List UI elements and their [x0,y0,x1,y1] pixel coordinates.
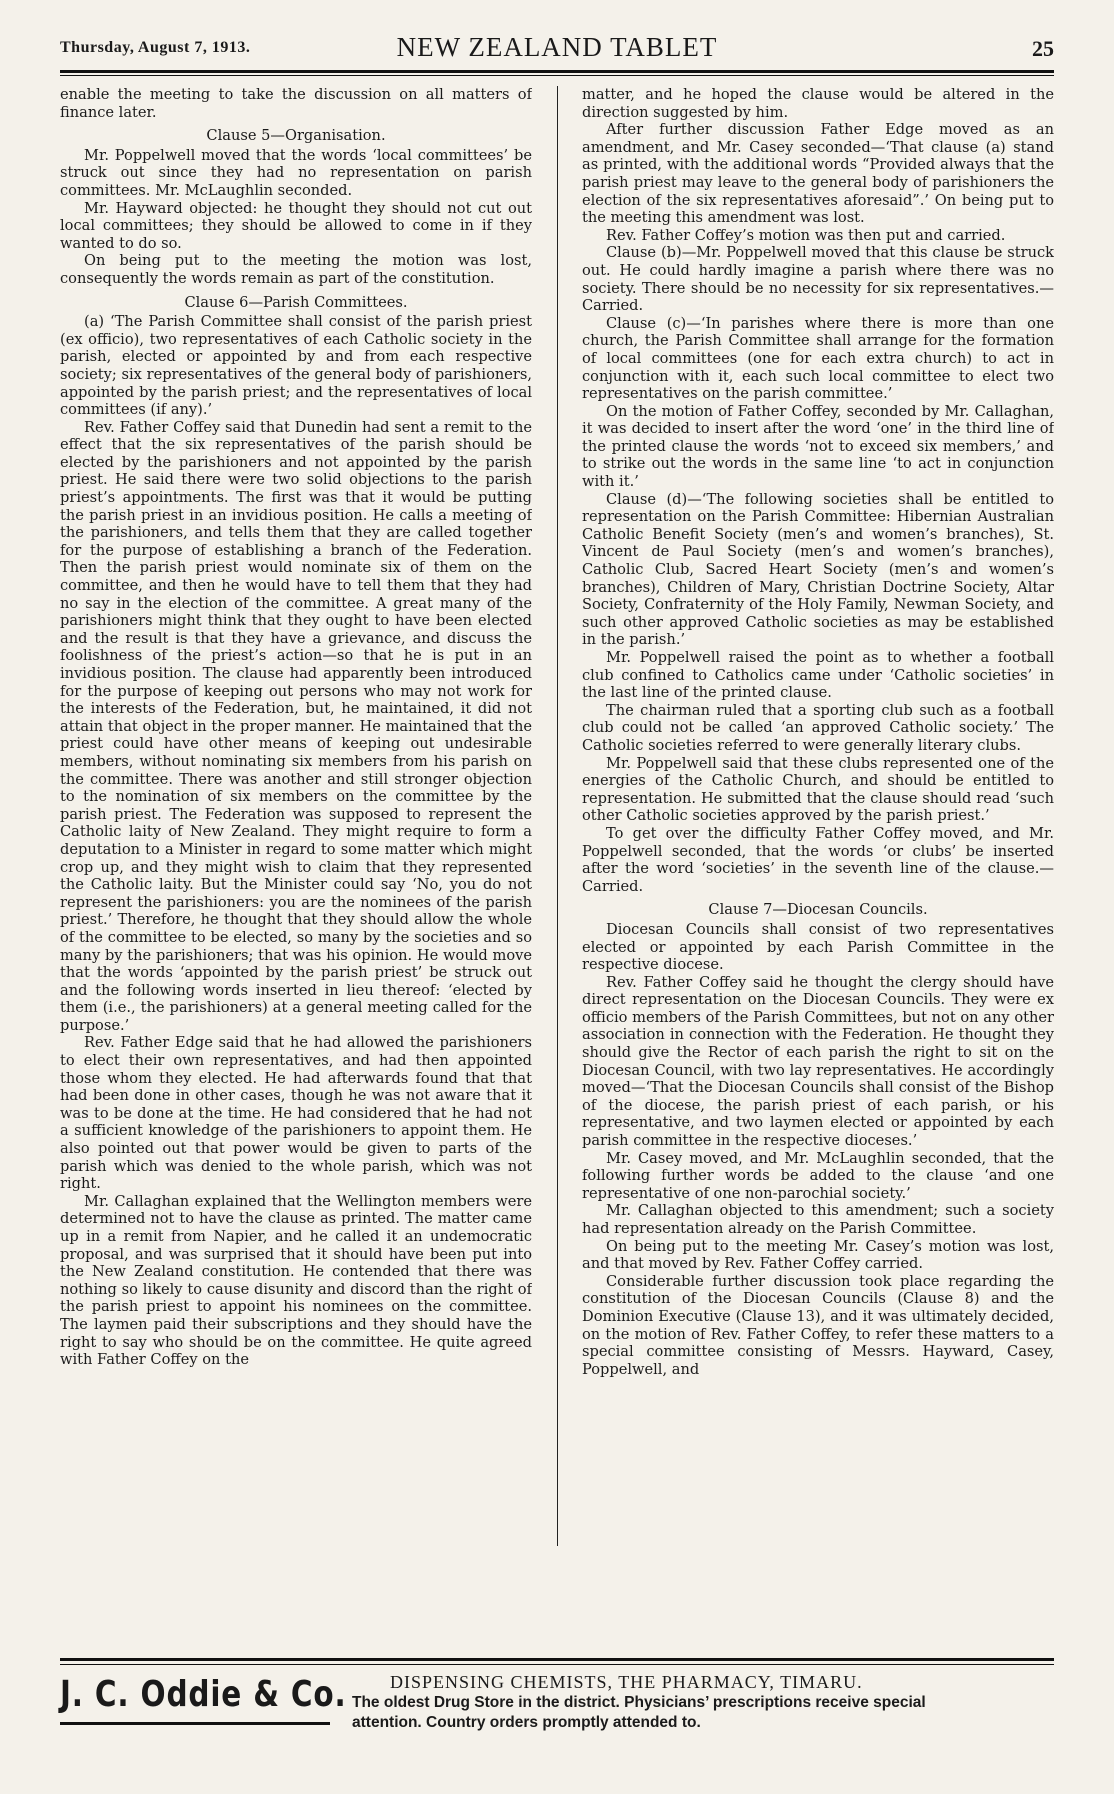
paragraph: Mr. Poppelwell moved that the words ‘local committees’ be struck out since they had no representation on parish committees. Mr. McLaughlin seconded. [60,146,532,199]
paragraph: Clause (b)—Mr. Poppelwell moved that this clause be struck out. He could hardly imagine a parish where there was no society. There should be no necessity for six representatives.—Carried. [582,244,1054,315]
left-column [60,86,532,1546]
paragraph: Mr. Callaghan objected to this amendment; such a society had representation already on the Parish Committee. [582,1202,1054,1237]
paragraph: Considerable further discussion took place regarding the constitution of the Diocesan Councils (Clause 8) and the Dominion Executive (Clause 13), and it was ultimately decided, on the motion of Rev. Father Coffey, to refer these matters to a special committee consisting of Messrs. Hayward, Casey, Poppelwell, and [582,1272,1054,1378]
paragraph: matter, and he hoped the clause would be altered in the direction suggested by him. [582,86,1054,121]
paragraph: (a) ‘The Parish Committee shall consist of the parish priest (ex officio), two representatives of each Catholic society in the parish, elected or appointed by and from each respective society; six representatives of the general body of parishioners, appointed by the parish priest; and the representatives of local committees (if any).’ [60,313,532,419]
advertisement-rule-thin [60,1664,1054,1665]
article-columns [60,86,1054,1546]
column-divider [557,86,558,1546]
paragraph: After further discussion Father Edge moved as an amendment, and Mr. Casey seconded—‘That clause (a) stand as printed, with the additional words “Provided always that the parish priest may leave to the general body of parishioners the election of the six representatives aforesaid”.’ On being put to the meeting this amendment was lost. [582,121,1054,227]
paragraph: Mr. Poppelwell raised the point as to whether a football club confined to Catholics came under ‘Catholic societies’ in the last line of the printed clause. [582,649,1054,702]
paragraph: Clause (c)—‘In parishes where there is more than one church, the Parish Committee shall arrange for the formation of local committees (one for each extra church) to act in conjunction with it, each such local committee to elect two representatives on the parish committee.’ [582,314,1054,403]
paragraph: Mr. Hayward objected: he thought they should not cut out local committees; they should be allowed to come in if they wanted to do so. [60,199,532,252]
paragraph: Rev. Father Edge said that he had allowed the parishioners to elect their own representatives, and had then appointed those whom they elected. He had afterwards found that that had been done in other cases, though he was not aware that it was to be done at the time. He had considered that he had not a sufficient knowledge of the parishioners to appoint them. He also pointed out that power would be given to parts of the parish which was denied to the whole parish, which was not right. [60,1034,532,1193]
paragraph: To get over the difficulty Father Coffey moved, and Mr. Poppelwell seconded, that the words ‘or clubs’ be inserted after the word ‘societies’ in the seventh line of the clause.—Carried. [582,824,1054,895]
advertiser-name: J. C. Oddie & Co. [60,1674,347,1715]
paragraph: Rev. Father Coffey said that Dunedin had sent a remit to the effect that the six representatives of the parish should be elected by the parishioners and not appointed by the parish priest. He said there were two solid objections to the parish priest’s appointments. The first was that it would be putting the parish priest in an invidious position. He calls a meeting of the parishioners, and tells them that they are called together for the purpose of establishing a branch of the Federation. Then the parish priest would nominate six of them on the committee, and then he would have to tell them that they had no say in the election of the committee. A great many of the parishioners might think that they ought to have been elected and the result is that they have a grievance, and discuss the foolishness of the priest’s action—so that he is put in an invidious position. The clause had apparently been introduced for the purpose of keeping out persons who may not work for the interests of the Federation, but, he maintained, it did not attain that object in the proper manner. He maintained that the priest could have other means of keeping out undesirable members, without nominating six members from his parish on the committee. There was another and still stronger objection to the nomination of six members on the committee by the parish priest. The Federation was supposed to represent the Catholic laity of New Zealand. They might require to form a deputation to a Minister in regard to some matter which might crop up, and they might wish to claim that they represented the Catholic laity. But the Minister could say ‘No, you do not represent the parishioners: you are the nominees of the parish priest.’ Therefore, he thought that they should allow the whole of the committee to be elected, so many by the societies and so many by the parishioners; that was his opinion. He would move that the words ‘appointed by the parish priest’ be struck out and the following words inserted in lieu thereof: ‘elected by them (i.e., the parishioners) at a general meeting called for the purpose.’ [60,418,532,1034]
paragraph: Diocesan Councils shall consist of two representatives elected or appointed by each Parish Committee in the respective diocese. [582,920,1054,974]
paragraph: Rev. Father Coffey said he thought the clergy should have direct representation on the Diocesan Councils. They were ex officio members of the Parish Committees, but not on any other association in connection with the Federation. He thought they should give the Rector of each parish the right to sit on the Diocesan Council, with two lay representatives. He accordingly moved—‘That the Diocesan Councils shall consist of the Bishop of the diocese, the parish priest of each parish, or his representative, and two laymen elected or appointed by each parish committee in the respective dioceses.’ [582,973,1054,1150]
advertisement-line-2: The oldest Drug Store in the district. Physicians’ prescriptions receive special [352,1694,926,1711]
section-heading: Clause 6—Parish Committees. [184,293,408,311]
newspaper-title: NEW ZEALAND TABLET [396,32,718,62]
paragraph: The chairman ruled that a sporting club such as a football club could not be called ‘an approved Catholic society.’ The Catholic societies referred to were generally literary clubs. [582,701,1054,754]
section-heading: Clause 7—Diocesan Councils. [708,901,928,919]
paragraph: Mr. Poppelwell said that these clubs represented one of the energies of the Catholic Church, and should be entitled to representation. He submitted that the clause should read ‘such other Catholic societies approved by the parish priest.’ [582,754,1054,825]
advertisement [60,1672,1054,1742]
newspaper-page [60,30,1054,1770]
masthead [60,30,1054,73]
paragraph: Clause (d)—‘The following societies shall be entitled to representation on the Parish Committee: Hibernian Australian Catholic Benefit Society (men’s and women’s branches), St. Vincent de Paul Society (men’s and women’s branches), Catholic Club, Sacred Heart Society (men’s and women’s branches), Children of Mary, Christian Doctrine Society, Altar Society, Confraternity of the Holy Family, Newman Society, and such other approved Catholic societies as may be established in the parish.’ [582,490,1054,649]
paragraph: On being put to the meeting Mr. Casey’s motion was lost, and that moved by Rev. Father Coffey carried. [582,1237,1054,1273]
paragraph: Mr. Callaghan explained that the Wellington members were determined not to have the clause as printed. The matter came up in a remit from Napier, and he called it an undemocratic proposal, and was surprised that it should have been put into the New Zealand constitution. He contended that there was nothing so likely to cause disunity and discord than the right of the parish priest to appoint his nominees on the committee. The laymen paid their subscriptions and they should have the right to say who should be on the committee. He quite agreed with Father Coffey on the [60,1192,532,1369]
advertiser-underline [60,1722,330,1725]
paragraph: Rev. Father Coffey’s motion was then put and carried. [606,226,1006,244]
paragraph: On being put to the meeting the motion was lost, consequently the words remain as part of the constitution. [60,252,532,287]
masthead-rule [60,75,1054,76]
section-heading: Clause 5—Organisation. [206,127,386,145]
advertisement-rule [60,1658,1054,1661]
paragraph: Mr. Casey moved, and Mr. McLaughlin seconded, that the following further words be added to the clause ‘and one representative of one non-parochial society.’ [582,1149,1054,1202]
paragraph: On the motion of Father Coffey, seconded by Mr. Callaghan, it was decided to insert after the word ‘one’ in the third line of the printed clause the words ‘not to exceed six members,’ and to strike out the words in the same line ‘to act in conjunction with it.’ [582,402,1054,491]
paragraph: enable the meeting to take the discussion on all matters of finance later. [60,86,532,121]
advertisement-line-3: attention. Country orders promptly attended to. [352,1714,701,1731]
issue-date: Thursday, August 7, 1913. [60,39,251,56]
right-column [582,86,1054,1546]
page-number: 25 [1032,36,1054,61]
advertisement-line-1: DISPENSING CHEMISTS, THE PHARMACY, TIMARU. [390,1672,863,1692]
